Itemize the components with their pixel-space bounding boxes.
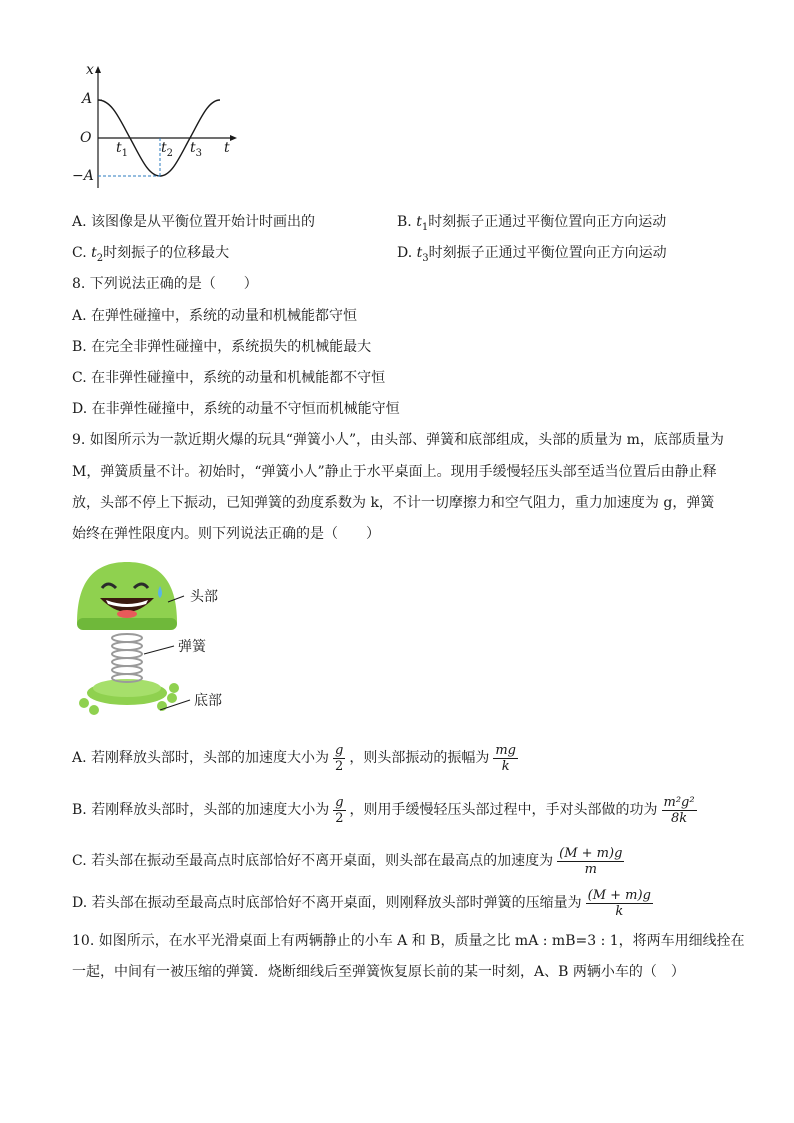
fraction-Mm-g-over-m: $\frac{(M + m)g}{m}$: [559, 845, 623, 877]
q10-stem-line1: 10. 如图所示，在水平光滑桌面上有两辆静止的小车 A 和 B，质量之比 mA : mB=3 : 1，将两车用细线拴在: [72, 933, 745, 949]
q8-option-c: C. 在非弹性碰撞中，系统的动量和机械能都不守恒: [72, 370, 386, 386]
amplitude-label: A: [82, 91, 93, 107]
t3-label: $t_3$: [190, 140, 203, 159]
figure-label-spring: 弹簧: [178, 639, 206, 655]
fraction-Mm-g-over-k: $\frac{(M + m)g}{k}$: [587, 887, 651, 919]
fraction-m2g2-over-8k: $\frac{\text{m²g²}}{8k}$: [663, 794, 695, 826]
figure-label-base: 底部: [194, 693, 222, 709]
t1-label: $t_1$: [116, 140, 129, 159]
q7-option-d: D. $t_3$时刻振子正通过平衡位置向正方向运动: [397, 245, 667, 264]
q9-stem-line4: 始终在弹性限度内。则下列说法正确的是（ ）: [72, 526, 380, 542]
figure-label-head: 头部: [190, 589, 218, 605]
q9-stem-line3: 放，头部不停上下振动，已知弹簧的劲度系数为 k，不计一切摩擦力和空气阻力，重力加速度为 g，弹簧: [72, 495, 715, 511]
q10-stem-line2: 一起，中间有一被压缩的弹簧．烧断细线后至弹簧恢复原长前的某一时刻，A、B 两辆小车的（ ）: [72, 964, 685, 980]
x-axis-label: x: [86, 62, 94, 78]
spring-toy-illustration: [72, 558, 262, 728]
q7-option-a: A. 该图像是从平衡位置开始计时画出的: [72, 214, 316, 230]
t2-label: $t_2$: [161, 140, 174, 159]
q8-option-d: D. 在非弹性碰撞中，系统的动量不守恒而机械能守恒: [72, 401, 400, 417]
vibration-graph: [72, 60, 242, 190]
q9-option-c: C. 若头部在振动至最高点时底部恰好不离开桌面，则头部在最高点的加速度为 $\frac{(M + m)g}{m}$: [72, 845, 623, 877]
q7-option-b: B. $t_1$时刻振子正通过平衡位置向正方向运动: [397, 214, 667, 233]
graph-svg: [72, 60, 242, 190]
spring-toy-figure: [72, 558, 262, 728]
t-axis-label: t: [224, 140, 230, 156]
origin-label: O: [80, 130, 92, 146]
fraction-g-over-2: $\frac{g}{2}$: [335, 742, 344, 774]
fraction-g-over-2: $\frac{g}{2}$: [335, 794, 344, 826]
q7-option-c: C. $t_2$时刻振子的位移最大: [72, 245, 230, 264]
q9-option-d: D. 若头部在振动至最高点时底部恰好不离开桌面，则刚释放头部时弹簧的压缩量为 $\frac{(M + m)g}{k}$: [72, 887, 651, 919]
neg-amplitude-label: −A: [72, 168, 94, 184]
q9-option-a: A. 若刚释放头部时，头部的加速度大小为 $\frac{g}{2}$ ，则头部振动的振幅为 $\frac{mg}{k}$: [72, 742, 516, 774]
q9-stem-line1: 9. 如图所示为一款近期火爆的玩具“弹簧小人”，由头部、弹簧和底部组成，头部的质量为 m，底部质量为: [72, 432, 724, 448]
fraction-mg-over-k: $\frac{mg}{k}$: [495, 742, 516, 774]
q9-stem-line2: M，弹簧质量不计。初始时，“弹簧小人”静止于水平桌面上。现用手缓慢轻压头部至适当位置后由静止释: [72, 464, 717, 480]
q8-option-b: B. 在完全非弹性碰撞中，系统损失的机械能最大: [72, 339, 372, 355]
q8-option-a: A. 在弹性碰撞中，系统的动量和机械能都守恒: [72, 308, 358, 324]
q8-stem: 8. 下列说法正确的是（ ）: [72, 276, 258, 292]
q9-option-b: B. 若刚释放头部时，头部的加速度大小为 $\frac{g}{2}$ ，则用手缓慢轻压头部过程中，手对头部做的功为 $\frac{\text{m²g²}}{8k}$: [72, 794, 695, 826]
